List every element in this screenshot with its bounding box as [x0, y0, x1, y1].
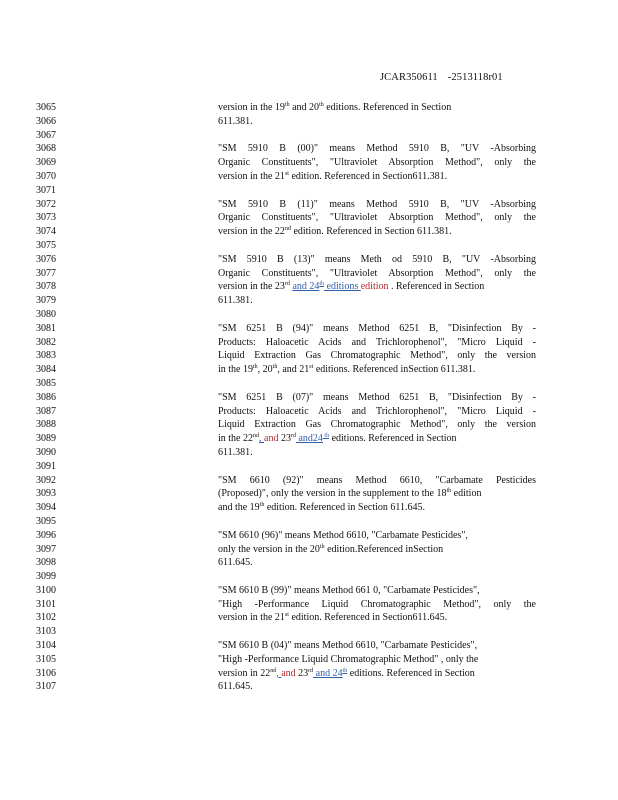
- line-number: 3100: [36, 584, 56, 596]
- text-line: [0, 170, 618, 184]
- text-run: "SM 6610 (96)" means Method 6610, "Carbamate Pesticides",: [218, 529, 468, 541]
- text-run: 611.381.: [218, 295, 253, 307]
- text-run: in the 22: [218, 433, 253, 445]
- text-run: editions. Referenced in Section: [329, 433, 457, 445]
- line-number: 3074: [36, 226, 56, 238]
- text-run: version in the 22: [218, 226, 285, 238]
- text-run: Liquid Extraction Gas Chromatographic Method", only the version: [218, 350, 536, 362]
- text-run: , 20: [257, 364, 273, 376]
- line-text: [218, 446, 536, 460]
- line-text: [218, 556, 536, 570]
- line-text: [218, 680, 536, 694]
- text-run: "High -Performance Liquid Chromatographic Method", only the: [218, 598, 536, 610]
- text-line: [0, 570, 618, 584]
- text-line: [0, 308, 618, 322]
- deleted-text: and: [264, 433, 279, 445]
- text-run: editions. Referenced in Section: [323, 102, 452, 113]
- line-number: 3079: [36, 295, 56, 307]
- text-line: [0, 280, 618, 294]
- text-line: [0, 667, 618, 681]
- line-text: [218, 418, 536, 432]
- line-text: [218, 432, 536, 446]
- text-run: "SM 5910 B (00)" means Method 5910 B, "UV -Absorbing: [218, 143, 536, 155]
- numbered-text-body: [0, 101, 618, 694]
- line-number: 3093: [36, 488, 56, 500]
- line-number: 3065: [36, 102, 56, 113]
- text-line: [0, 584, 618, 598]
- text-line: [0, 625, 618, 639]
- line-number: 3098: [36, 557, 56, 569]
- line-number: 3066: [36, 115, 56, 127]
- text-run: , and 21: [277, 364, 310, 376]
- superscript: th: [284, 102, 290, 108]
- line-number: 3091: [36, 460, 56, 472]
- text-run: editions. Referenced inSection 611.381.: [313, 364, 476, 376]
- text-line: [0, 474, 618, 488]
- line-number: 3067: [36, 129, 56, 141]
- text-run: "SM 6610 B (99)" means Method 661 0, "Carbamate Pesticides",: [218, 584, 480, 596]
- line-text: [218, 391, 536, 405]
- line-number: 3097: [36, 543, 56, 555]
- superscript: rd: [308, 667, 314, 674]
- superscript: th: [319, 102, 324, 108]
- text-run: 23: [278, 433, 291, 445]
- text-run: version in the 19: [218, 102, 285, 113]
- text-run: edition. Referenced in Section 611.381.: [290, 226, 452, 238]
- line-number: 3099: [36, 571, 56, 583]
- text-run: version in the 21: [218, 170, 285, 182]
- text-line: [0, 501, 618, 515]
- line-text: [218, 156, 536, 170]
- text-run: edition.Referenced inSection: [324, 543, 444, 555]
- line-number: 3069: [36, 157, 56, 169]
- line-number: 3085: [36, 377, 56, 389]
- text-line: [0, 680, 618, 694]
- line-text: [218, 501, 536, 515]
- text-run: "SM 6610 (92)" means Method 6610, "Carbamate Pesticides: [218, 474, 536, 486]
- text-line: [0, 460, 618, 474]
- line-text: [218, 170, 536, 184]
- line-text: [218, 336, 536, 350]
- text-run: version in 22: [218, 667, 271, 679]
- text-line: [0, 129, 618, 143]
- line-number: 3089: [36, 433, 56, 445]
- text-run: in the 19: [218, 364, 253, 376]
- superscript: rd: [284, 281, 290, 288]
- line-text: [218, 101, 536, 115]
- line-number: 3107: [36, 681, 56, 693]
- line-number: 3094: [36, 502, 56, 514]
- line-text: [218, 639, 536, 653]
- text-line: [0, 432, 618, 446]
- text-line: [0, 267, 618, 281]
- deleted-text: and: [281, 667, 296, 679]
- superscript: th: [253, 364, 258, 371]
- line-number: 3071: [36, 184, 56, 196]
- line-number: 3102: [36, 612, 56, 624]
- text-run: "High -Performance Liquid Chromatographic Method" , only the: [218, 653, 479, 665]
- line-text: [218, 211, 536, 225]
- line-text: [218, 349, 536, 363]
- line-text: [218, 280, 536, 294]
- line-number: 3104: [36, 640, 56, 652]
- revision-id: -2513118r01: [447, 72, 503, 83]
- text-line: [0, 198, 618, 212]
- line-text: [218, 225, 536, 239]
- text-line: [0, 446, 618, 460]
- line-number: 3084: [36, 364, 56, 376]
- superscript: th: [319, 543, 325, 550]
- text-run: Organic Constituents", "Ultraviolet Absorption Method", only the: [218, 267, 536, 279]
- text-line: [0, 225, 618, 239]
- text-line: [0, 529, 618, 543]
- text-run: "SM 5910 B (11)" means Method 5910 B, "UV -Absorbing: [218, 198, 536, 210]
- text-run: . Referenced in Section: [388, 281, 485, 293]
- line-text: [218, 322, 536, 336]
- text-run: editions. Referenced in Section: [347, 667, 475, 679]
- line-number: 3087: [36, 405, 56, 417]
- text-line: [0, 377, 618, 391]
- line-text: [218, 584, 536, 598]
- superscript: th: [259, 502, 265, 509]
- text-run: Products: Haloacetic Acids and Trichlorophenol", "Micro Liquid -: [218, 336, 536, 348]
- text-line: [0, 598, 618, 612]
- line-number: 3103: [36, 626, 56, 638]
- line-text: [218, 487, 536, 501]
- text-line: [0, 363, 618, 377]
- document-id: JCAR350611: [380, 72, 438, 83]
- text-run: 611.381.: [218, 115, 253, 127]
- line-number: 3076: [36, 253, 56, 265]
- line-text: [218, 543, 536, 557]
- line-number: 3081: [36, 322, 56, 334]
- superscript: th: [446, 488, 452, 495]
- text-line: [0, 253, 618, 267]
- text-line: [0, 211, 618, 225]
- text-line: [0, 294, 618, 308]
- line-number: 3070: [36, 170, 56, 182]
- superscript: st: [284, 170, 289, 177]
- text-run: version in the 21: [218, 612, 285, 624]
- text-line: [0, 115, 618, 129]
- inserted-text: ,: [276, 667, 282, 679]
- line-text: [218, 405, 536, 419]
- line-number: 3106: [36, 667, 56, 679]
- text-run: 611.645.: [218, 681, 253, 693]
- line-text: [218, 474, 536, 488]
- text-line: [0, 639, 618, 653]
- line-text: [218, 363, 536, 377]
- superscript: st: [284, 612, 289, 619]
- text-run: "SM 6610 B (04)" means Method 6610, "Carbamate Pesticides",: [218, 640, 478, 652]
- line-text: [218, 198, 536, 212]
- text-line: [0, 156, 618, 170]
- line-text: [218, 253, 536, 267]
- text-line: [0, 322, 618, 336]
- text-run: "SM 6251 B (07)" means Method 6251 B, "Disinfection By -: [218, 391, 536, 403]
- line-number: 3072: [36, 198, 56, 210]
- inserted-text: and24: [295, 433, 323, 445]
- line-number: 3088: [36, 419, 56, 431]
- text-run: (Proposed)", only the version in the supplement to the 18: [218, 488, 447, 500]
- line-text: [218, 529, 536, 543]
- inserted-text: editions: [324, 281, 361, 293]
- superscript: th: [322, 433, 330, 440]
- deleted-text: edition: [360, 281, 389, 293]
- text-line: [0, 653, 618, 667]
- line-number: 3083: [36, 350, 56, 362]
- text-line: [0, 418, 618, 432]
- superscript: nd: [253, 433, 259, 440]
- superscript: th: [272, 364, 278, 371]
- text-line: [0, 142, 618, 156]
- text-run: edition. Referenced in Section611.381.: [288, 170, 448, 182]
- inserted-text: and 24: [292, 281, 320, 293]
- line-number: 3073: [36, 212, 56, 224]
- text-line: [0, 101, 618, 115]
- text-run: 23: [295, 667, 309, 679]
- text-line: [0, 543, 618, 557]
- line-text: [218, 611, 536, 625]
- line-text: [218, 115, 536, 129]
- superscript: st: [309, 364, 314, 371]
- superscript: rd: [290, 433, 296, 440]
- line-number: 3077: [36, 267, 56, 279]
- text-line: [0, 391, 618, 405]
- superscript: nd: [284, 226, 291, 233]
- line-number: 3105: [36, 653, 56, 665]
- text-line: [0, 349, 618, 363]
- line-text: [218, 294, 536, 308]
- superscript: th: [319, 281, 325, 288]
- inserted-text: and 24: [313, 667, 343, 679]
- text-run: Organic Constituents", "Ultraviolet Absorption Method", only the: [218, 212, 536, 224]
- page-header: [380, 72, 503, 83]
- text-line: [0, 336, 618, 350]
- line-number: 3095: [36, 515, 56, 527]
- line-number: 3080: [36, 308, 56, 320]
- text-run: "SM 5910 B (13)" means Meth od 5910 B, "UV -Absorbing: [218, 253, 536, 265]
- text-run: Organic Constituents", "Ultraviolet Absorption Method", only the: [218, 157, 536, 169]
- text-run: version in the 23: [218, 281, 285, 293]
- text-line: [0, 487, 618, 501]
- line-number: 3101: [36, 598, 56, 610]
- line-number: 3090: [36, 446, 56, 458]
- text-line: [0, 611, 618, 625]
- line-number: 3092: [36, 474, 56, 486]
- line-number: 3082: [36, 336, 56, 348]
- line-number: 3068: [36, 143, 56, 155]
- superscript: th: [342, 667, 348, 674]
- text-run: and the 19: [218, 502, 260, 514]
- line-number: 3096: [36, 529, 56, 541]
- line-text: [218, 598, 536, 612]
- text-run: and 20: [289, 102, 320, 113]
- text-run: edition. Referenced in Section611.645.: [288, 612, 448, 624]
- text-run: "SM 6251 B (94)" means Method 6251 B, "Disinfection By -: [218, 322, 536, 334]
- text-run: 611.381.: [218, 446, 253, 458]
- text-line: [0, 515, 618, 529]
- line-text: [218, 142, 536, 156]
- line-number: 3075: [36, 239, 56, 251]
- line-number: 3086: [36, 391, 56, 403]
- text-line: [0, 239, 618, 253]
- text-line: [0, 556, 618, 570]
- line-number: 3078: [36, 281, 56, 293]
- superscript: nd: [270, 667, 277, 674]
- text-run: edition. Referenced in Section 611.645.: [264, 502, 426, 514]
- text-line: [0, 184, 618, 198]
- text-run: Products: Haloacetic Acids and Trichlorophenol", "Micro Liquid -: [218, 405, 536, 417]
- text-run: Liquid Extraction Gas Chromatographic Method", only the version: [218, 419, 536, 431]
- text-run: only the version in the 20: [218, 543, 320, 555]
- text-run: 611.645.: [218, 557, 253, 569]
- line-text: [218, 653, 536, 667]
- text-line: [0, 405, 618, 419]
- line-text: [218, 267, 536, 281]
- line-text: [218, 667, 536, 681]
- text-run: edition: [451, 488, 482, 500]
- inserted-text: ,: [259, 433, 264, 445]
